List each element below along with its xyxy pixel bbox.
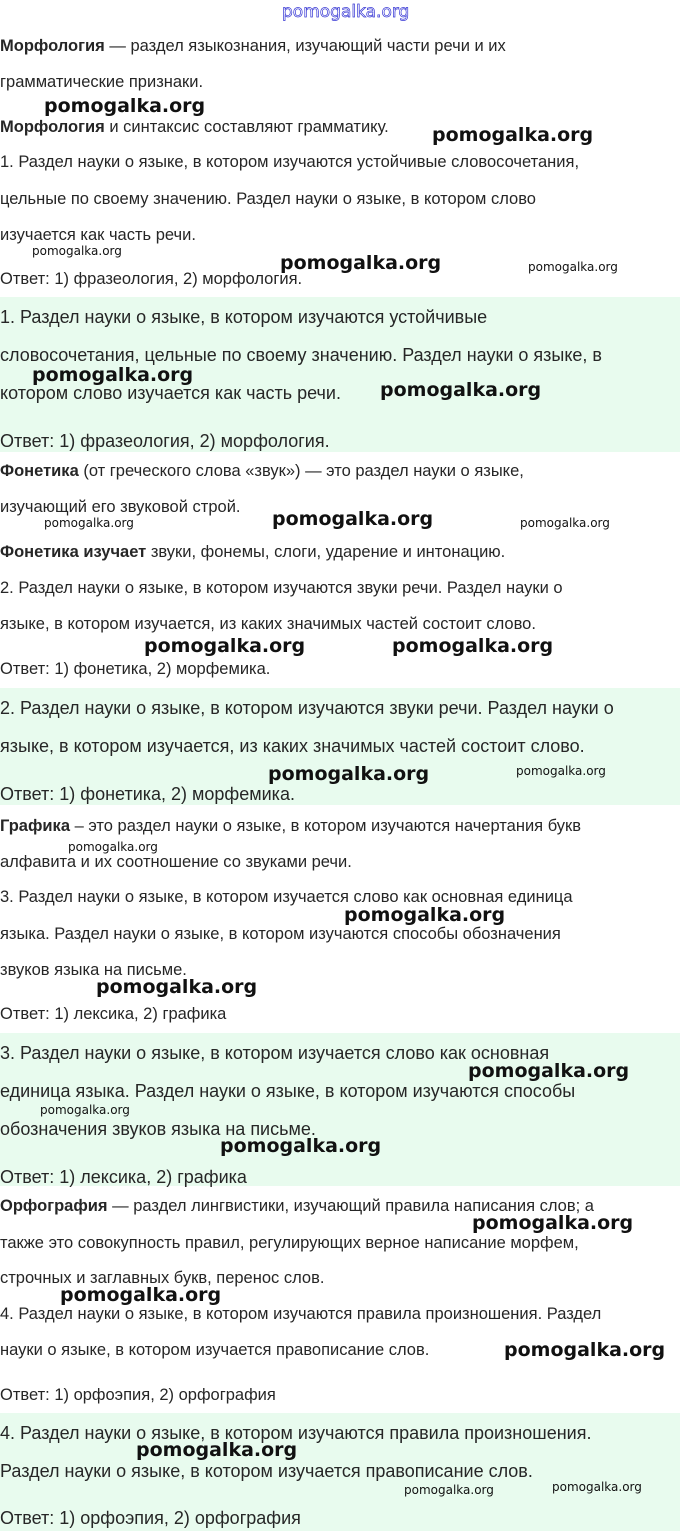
header-watermark: pomogalka.org [282,2,410,22]
watermark: pomogalka.org [472,1212,634,1234]
graphics-definition-line-2: алфавита и их соотношение со звуками речи. [0,853,352,871]
watermark: pomogalka.org [268,763,430,785]
watermark: pomogalka.org [468,1060,630,1082]
phonetics-definition-line-2: изучающий его звуковой строй. [0,498,241,516]
watermark: pomogalka.org [380,379,542,401]
answer-1: Ответ: 1) фразеология, 2) морфология. [0,270,303,288]
watermark: pomogalka.org [32,364,194,386]
band-2-answer: Ответ: 1) фонетика, 2) морфемика. [0,784,295,804]
band-2-line-1: 2. Раздел науки о языке, в котором изучаются звуки речи. Раздел науки о [0,698,614,718]
watermark: pomogalka.org [44,95,206,117]
orthography-definition-line-3: строчных и заглавных букв, перенос слов. [0,1269,325,1287]
band-3-line-1: 3. Раздел науки о языке, в котором изучается слово как основная [0,1043,550,1063]
answer-3: Ответ: 1) лексика, 2) графика [0,1005,227,1023]
phonetics-definition-line-1 [0,462,524,481]
band-3-answer: Ответ: 1) лексика, 2) графика [0,1167,247,1187]
watermark: pomogalka.org [344,904,506,926]
watermark: pomogalka.org [528,260,618,274]
band-3-line-3: обозначения звуков языка на письме. [0,1119,316,1139]
watermark: pomogalka.org [272,508,434,530]
term-bold: Орфография [0,1197,108,1215]
text: – это раздел науки о языке, в котором изучаются начертания букв [70,817,582,835]
watermark: pomogalka.org [96,976,258,998]
watermark: pomogalka.org [144,635,306,657]
watermark: pomogalka.org [552,1480,642,1494]
text: и синтаксис составляют грамматику. [104,118,389,136]
watermark: pomogalka.org [44,516,134,530]
watermark: pomogalka.org [404,1483,494,1497]
answer-2: Ответ: 1) фонетика, 2) морфемика. [0,660,271,678]
morphology-definition-line-1 [0,37,506,56]
term-bold: Фонетика изучает [0,543,147,561]
watermark: pomogalka.org [68,840,158,854]
watermark: pomogalka.org [220,1135,382,1157]
text: — раздел лингвистики, изучающий правила написания слов; а [107,1197,594,1215]
graphics-definition-line-1 [0,817,581,836]
question-2-line-2: языке, в котором изучается, из каких значимых частей состоит слово. [0,615,536,633]
morphology-definition-line-2: грамматические признаки. [0,73,204,91]
band-4-line-2: Раздел науки о языке, в котором изучается правописание слов. [0,1461,533,1481]
term-bold: Фонетика [0,462,79,480]
answer-4: Ответ: 1) орфоэпия, 2) орфография [0,1386,276,1404]
band-1-answer: Ответ: 1) фразеология, 2) морфология. [0,431,330,451]
watermark: pomogalka.org [504,1339,666,1361]
text: (от греческого слова «звук») — это раздел науки о языке, [78,462,524,480]
question-3-line-2: языка. Раздел науки о языке, в котором изучаются способы обозначения [0,925,561,943]
band-1-line-3: котором слово изучается как часть речи. [0,383,341,403]
answer-band-4 [0,1413,680,1531]
term-bold: Морфология [0,37,105,55]
question-1-line-2: цельные по своему значению. Раздел науки о языке, в котором слово [0,190,536,208]
watermark: pomogalka.org [392,635,554,657]
phonetics-study-line [0,543,505,562]
band-4-answer: Ответ: 1) орфоэпия, 2) орфография [0,1508,301,1528]
watermark: pomogalka.org [32,244,122,258]
band-4-line-1: 4. Раздел науки о языке, в котором изучаются правила произношения. [0,1423,592,1443]
band-3-line-2: единица языка. Раздел науки о языке, в котором изучаются способы [0,1081,576,1101]
question-1-line-1: 1. Раздел науки о языке, в котором изучаются устойчивые словосочетания, [0,153,580,171]
band-1-line-2: словосочетания, цельные по своему значению. Раздел науки о языке, в [0,345,602,365]
question-4-line-2: науки о языке, в котором изучается правописание слов. [0,1341,430,1359]
watermark: pomogalka.org [516,764,606,778]
band-1-line-1: 1. Раздел науки о языке, в котором изучаются устойчивые [0,307,488,327]
term-bold: Графика [0,817,70,835]
question-2-line-1: 2. Раздел науки о языке, в котором изучаются звуки речи. Раздел науки о [0,579,563,597]
morphology-grammar-line [0,118,389,137]
watermark: pomogalka.org [40,1103,130,1117]
orthography-definition-line-2: также это совокупность правил, регулирующих верное написание морфем, [0,1234,579,1252]
question-3-line-3: звуков языка на письме. [0,961,187,979]
band-2-line-2: языке, в котором изучается, из каких значимых частей состоит слово. [0,736,585,756]
term-bold: Морфология [0,118,105,136]
watermark: pomogalka.org [280,252,442,274]
text: звуки, фонемы, слоги, ударение и интонацию. [146,543,506,561]
answer-band-2 [0,688,680,805]
watermark: pomogalka.org [432,124,594,146]
watermark: pomogalka.org [60,1284,222,1306]
question-1-line-3: изучается как часть речи. [0,226,196,244]
watermark: pomogalka.org [136,1439,298,1461]
question-3-line-1: 3. Раздел науки о языке, в котором изучается слово как основная единица [0,888,573,906]
question-4-line-1: 4. Раздел науки о языке, в котором изучаются правила произношения. Раздел [0,1305,602,1323]
watermark: pomogalka.org [520,516,610,530]
text: — раздел языкознания, изучающий части речи и их [104,37,506,55]
